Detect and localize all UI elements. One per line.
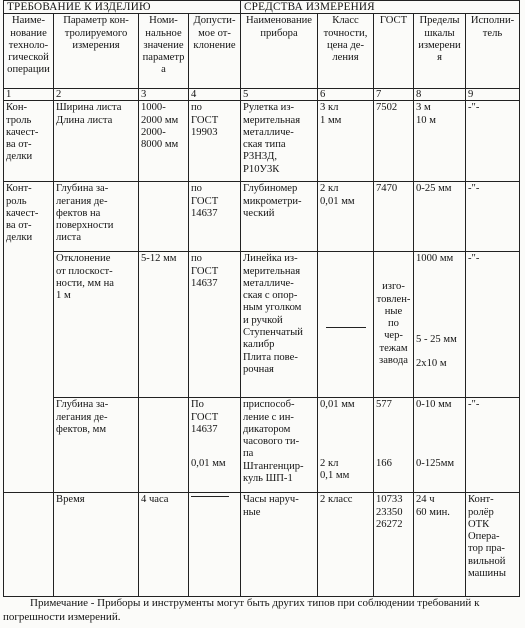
column-number: 9 (466, 89, 520, 101)
cell-accuracy: 2 кл 0,01 мм (318, 182, 374, 252)
cell-nominal: 5-12 мм (139, 252, 189, 398)
cell-parameter: Отклонение от плоскост- ности, мм на 1 м (54, 252, 139, 398)
cell-gost: 7502 (374, 101, 414, 182)
cell-parameter: Глубина за- легания де- фектов на поверхности листа (54, 182, 139, 252)
section-measuring-instruments: СРЕДСТВА ИЗМЕРЕНИЯ (241, 1, 520, 14)
cell-tolerance: по ГОСТ 14637 (189, 252, 241, 398)
column-number: 6 (318, 89, 374, 101)
cell-parameter: Ширина листа Длина листа (54, 101, 139, 182)
table-row (4, 182, 520, 252)
table-row (4, 101, 520, 182)
column-number: 4 (189, 89, 241, 101)
column-number-row (4, 89, 520, 101)
cell-executor: -"- (466, 101, 520, 182)
header-device: Наименование прибора (241, 14, 318, 89)
cell-nominal: 1000- 2000 мм 2000- 8000 мм (139, 101, 189, 182)
cell-device: приспособ- ление с ин- дикатором часового ти- па Штангенцир- куль ШП-1 (241, 398, 318, 493)
cell-tolerance: по ГОСТ 19903 (189, 101, 241, 182)
section-header-row (4, 1, 520, 14)
column-number: 1 (4, 89, 54, 101)
section-product-requirements: ТРЕБОВАНИЕ К ИЗДЕЛИЮ (4, 1, 241, 14)
cell-gost (374, 398, 414, 493)
cell-executor: -"- (466, 182, 520, 252)
tolerance-a: По ГОСТ 14637 (191, 399, 219, 435)
cell-parameter: Глубина за- легания де- фектов, мм (54, 398, 139, 493)
cell-tolerance: по ГОСТ 14637 (189, 182, 241, 252)
header-nominal: Номи- нальное значение параметра (139, 14, 189, 89)
cell-range: 24 ч 60 мин. (414, 493, 466, 597)
column-number: 7 (374, 89, 414, 101)
cell-accuracy (318, 252, 374, 398)
cell-range (414, 252, 466, 398)
blank-dash (326, 327, 366, 328)
cell-device: Линейка из- мерительная металличе- ская с опор- ным уголком и ручкой Ступенчатый калибр Плита пове- рочная (241, 252, 318, 398)
cell-gost: 7470 (374, 182, 414, 252)
header-executor: Исполни- тель (466, 14, 520, 89)
cell-nominal-empty (139, 182, 189, 252)
accuracy-a: 0,01 мм (320, 399, 355, 411)
column-header-row (4, 14, 520, 89)
cell-range (414, 398, 466, 493)
range-a: 0-10 мм (416, 399, 452, 411)
cell-device: Рулетка из- мерительная металличе- ская типа Р3Н3Д, Р10У3К (241, 101, 318, 182)
table-row (4, 493, 520, 597)
tolerance-b: 0,01 мм (191, 458, 226, 470)
cell-nominal: 4 часа (139, 493, 189, 597)
header-range: Пределы шкалы измерения (414, 14, 466, 89)
cell-device: Часы наруч- ные (241, 493, 318, 597)
blank-dash (191, 496, 229, 497)
cell-tolerance (189, 493, 241, 597)
cell-executor: Конт- ролёр ОТК Опера- тор пра- вильной машины (466, 493, 520, 597)
cell-operation-empty (4, 493, 54, 597)
cell-operation: Кон- троль качест- ва от- делки (4, 101, 54, 182)
range-b: 5 - 25 мм 2х10 м (416, 333, 457, 370)
cell-parameter: Время (54, 493, 139, 597)
table-row (4, 252, 520, 398)
header-parameter: Параметр кон- тролируемого измерения (54, 14, 139, 89)
cell-range: 3 м 10 м (414, 101, 466, 182)
footnote: Примечание - Приборы и инструменты могут быть других типов при соблюдении требований к погрешности измерений. (3, 597, 480, 623)
measurement-table (3, 0, 520, 597)
gost-text: изго- товлен- ные по чер- тежам завода (376, 281, 411, 367)
header-tolerance: Допусти- мое от- клонение (189, 14, 241, 89)
column-number: 3 (139, 89, 189, 101)
cell-range: 0-25 мм (414, 182, 466, 252)
header-gost: ГОСТ (374, 14, 414, 89)
cell-nominal-empty (139, 398, 189, 493)
cell-device: Глубиномер микрометри- ческий (241, 182, 318, 252)
column-number: 8 (414, 89, 466, 101)
range-a: 1000 мм (416, 253, 454, 265)
cell-executor: -"- (466, 398, 520, 493)
cell-accuracy: 2 класс (318, 493, 374, 597)
column-number: 2 (54, 89, 139, 101)
cell-executor: -"- (466, 252, 520, 398)
gost-a: 577 (376, 399, 392, 411)
cell-accuracy (318, 398, 374, 493)
header-accuracy: Класс точности, цена де- ления (318, 14, 374, 89)
range-b: 0-125мм (416, 457, 455, 469)
cell-operation: Конт- роль качест- ва от- делки (4, 182, 54, 493)
column-number: 5 (241, 89, 318, 101)
cell-accuracy: 3 кл 1 мм (318, 101, 374, 182)
cell-gost: 10733 23350 26272 (374, 493, 414, 597)
header-operation: Наиме- нование техноло- гической операции (4, 14, 54, 89)
table-row (4, 398, 520, 493)
gost-b: 166 (376, 457, 392, 469)
accuracy-b: 2 кл 0,1 мм (320, 457, 350, 481)
cell-gost (374, 252, 414, 398)
cell-tolerance (189, 398, 241, 493)
